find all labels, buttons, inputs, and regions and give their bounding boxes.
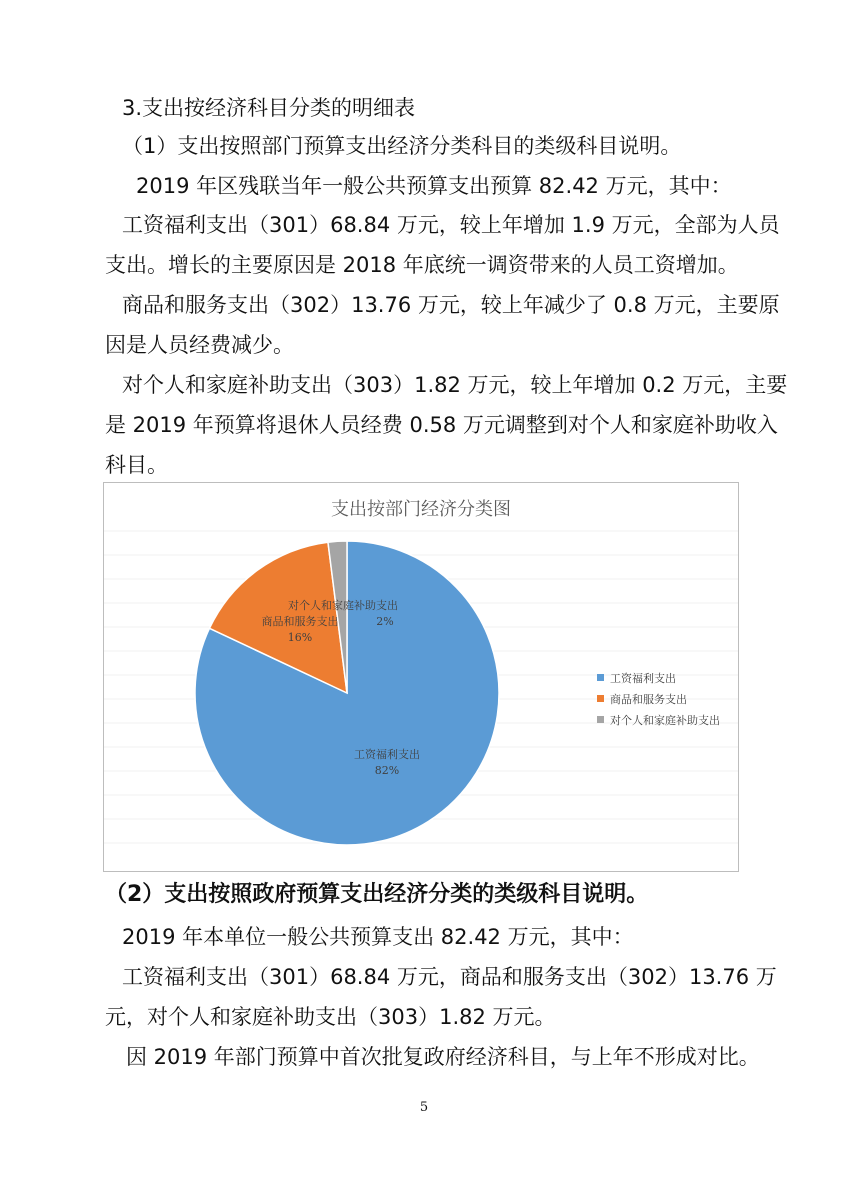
legend-item-wages xyxy=(597,667,720,688)
paragraph-3-line-2: 因是人员经费减少。 xyxy=(105,333,294,357)
paragraph-6-line-1: 工资福利支出（301）68.84 万元，商品和服务支出（302）13.76 万 xyxy=(122,965,777,989)
paragraph-4-line-2: 是 2019 年预算将退休人员经费 0.58 万元调整到对个人和家庭补助收入 xyxy=(105,413,778,437)
paragraph-2-line-1: 工资福利支出（301）68.84 万元，较上年增加 1.9 万元，全部为人员 xyxy=(122,213,780,237)
legend-label-wages: 工资福利支出 xyxy=(610,671,676,685)
paragraph-6-line-2: 元，对个人和家庭补助支出（303）1.82 万元。 xyxy=(105,1005,556,1029)
sub2-heading: （2）支出按照政府预算支出经济分类的类级科目说明。 xyxy=(105,882,649,907)
slice-label-name-goods: 商品和服务支出 xyxy=(261,615,339,628)
paragraph-4-line-1: 对个人和家庭补助支出（303）1.82 万元，较上年增加 0.2 万元，主要 xyxy=(122,373,788,397)
paragraph-7: 因 2019 年部门预算中首次批复政府经济科目，与上年不形成对比。 xyxy=(126,1045,760,1069)
legend-label-goods: 商品和服务支出 xyxy=(610,692,687,706)
sub1-heading: （1）支出按照部门预算支出经济分类科目的类级科目说明。 xyxy=(122,134,682,158)
paragraph-1: 2019 年区残联当年一般公共预算支出预算 82.42 万元，其中： xyxy=(136,174,732,198)
legend-label-subsidy: 对个人和家庭补助支出 xyxy=(610,713,720,727)
legend-swatch-subsidy xyxy=(597,716,604,723)
paragraph-5: 2019 年本单位一般公共预算支出 82.42 万元，其中： xyxy=(122,925,634,949)
page-number: 5 xyxy=(419,1100,429,1115)
chart-legend xyxy=(597,667,720,730)
paragraph-3-line-1: 商品和服务支出（302）13.76 万元，较上年减少了 0.8 万元，主要原 xyxy=(122,293,780,317)
chart-title: 支出按部门经济分类图 xyxy=(331,499,511,520)
paragraph-2-line-2: 支出。增长的主要原因是 2018 年底统一调资带来的人员工资增加。 xyxy=(105,253,739,277)
legend-item-goods xyxy=(597,688,720,709)
legend-swatch-wages xyxy=(597,674,604,681)
paragraph-4-line-3: 科目。 xyxy=(105,453,168,477)
slice-label-percent-goods: 16% xyxy=(287,631,313,644)
section-heading: 3.支出按经济科目分类的明细表 xyxy=(122,96,416,120)
pie-chart xyxy=(103,482,739,872)
legend-item-subsidy xyxy=(597,709,720,730)
slice-label-percent-wages: 82% xyxy=(374,764,400,777)
legend-swatch-goods xyxy=(597,695,604,702)
slice-label-percent-subsidy: 2% xyxy=(376,615,394,628)
slice-label-name-subsidy: 对个人和家庭补助支出 xyxy=(288,599,398,612)
slice-label-name-wages: 工资福利支出 xyxy=(354,748,420,761)
